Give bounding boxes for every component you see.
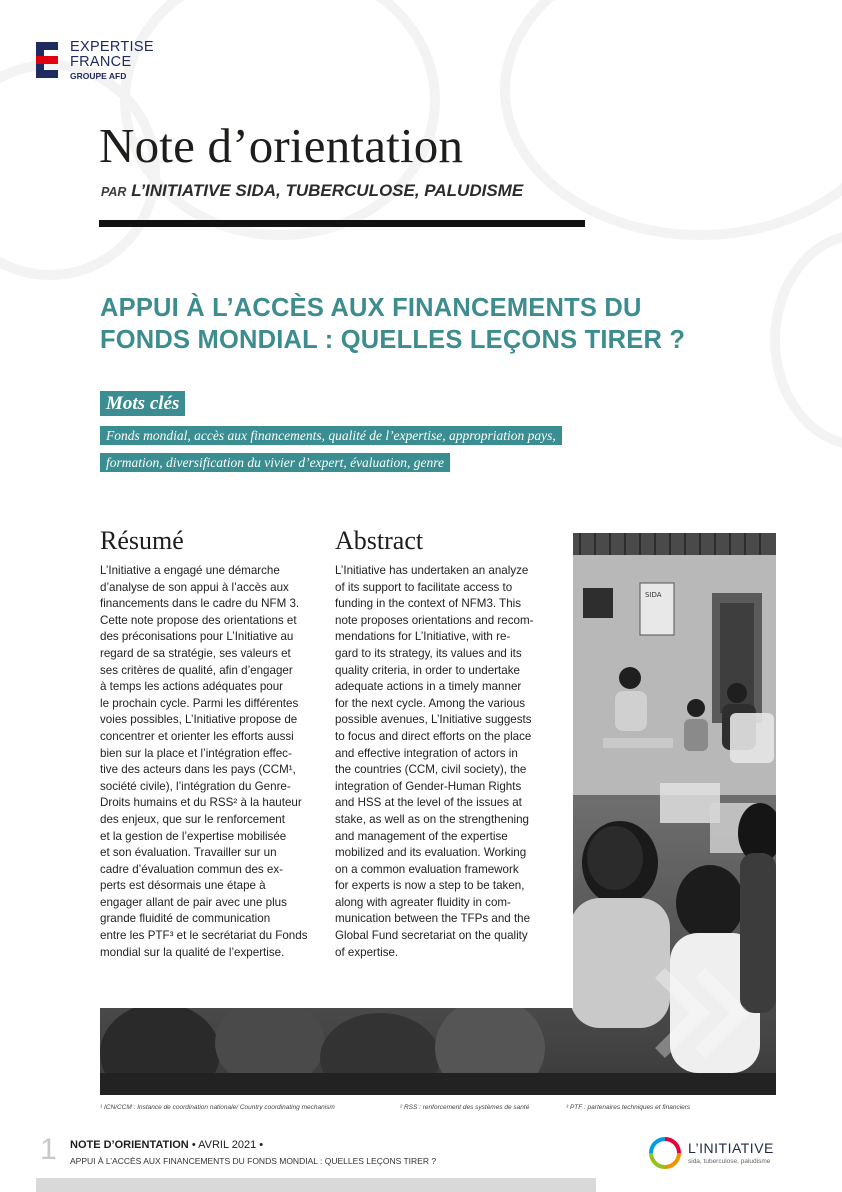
resume-line: concentrer et orienter les efforts aussi: [100, 729, 294, 743]
page-subtitle: [101, 181, 523, 201]
resume-line: tive des acteurs dans les pays (CCM¹,: [100, 763, 296, 777]
abstract-line: and effective integration of actors in: [335, 746, 518, 760]
abstract-line: note proposes orientations and recom-: [335, 613, 534, 627]
footer-doc-title: APPUI À L’ACCÈS AUX FINANCEMENTS DU FONDS MONDIAL : QUELLES LEÇONS TIRER ?: [70, 1156, 437, 1166]
abstract-line: along with agreater fluidity in com-: [335, 895, 511, 909]
footer-doc-type: NOTE D’ORIENTATION: [70, 1139, 189, 1151]
abstract-line: for the next cycle. Among the various: [335, 696, 526, 710]
keywords-line-1: Fonds mondial, accès aux financements, qualité de l’expertise, appropriation pays,: [100, 426, 562, 445]
resume-line: mondial sur la qualité de l’expertise.: [100, 945, 285, 959]
footnote-3: ³ PTF : partenaires techniques et financiers: [566, 1104, 691, 1111]
abstract-line: funding in the context of NFM3. This: [335, 597, 522, 611]
brand-line-3: GROUPE AFD: [70, 71, 127, 81]
title-divider: [99, 220, 585, 227]
resume-line: voies possibles, L’Initiative propose de: [100, 713, 298, 727]
resume-heading: Résumé: [100, 526, 184, 555]
brand-line-1: EXPERTISE: [70, 39, 154, 55]
resume-line: des préconisations pour L’Initiative au: [100, 630, 294, 644]
abstract-line: munication between the TFPs and the: [335, 912, 531, 926]
resume-line: grande fluidité de communication: [100, 912, 271, 926]
resume-line: engager allant de pair avec une plus: [100, 895, 287, 909]
abstract-heading: Abstract: [335, 526, 424, 555]
headline: [100, 292, 800, 356]
footnote-2: ² RSS : renforcement des systèmes de santé: [400, 1104, 530, 1111]
expertise-france-mark-icon: [36, 42, 58, 78]
page-number: 1: [40, 1133, 57, 1166]
abstract-text: [335, 563, 550, 961]
abstract-line: of expertise.: [335, 945, 399, 959]
resume-line: ses critères de qualité, afin d’engager: [100, 663, 293, 677]
footer-doc-line: [70, 1139, 263, 1151]
background-arc: [500, 0, 842, 240]
resume-line: Cette note propose des orientations et: [100, 613, 297, 627]
resume-line: regard de sa stratégie, ses valeurs et: [100, 646, 291, 660]
footer-date: • AVRIL 2021 •: [191, 1139, 264, 1151]
resume-line: société civile), l’intégration du Genre-: [100, 779, 291, 793]
abstract-line: L’Initiative has undertaken an analyze: [335, 564, 529, 577]
abstract-line: possible avenues, L’Initiative suggests: [335, 713, 532, 727]
footer-bar: [36, 1178, 596, 1192]
page-title: Note d’orientation: [99, 118, 464, 173]
resume-line: et son évaluation. Travailler sur un: [100, 846, 277, 860]
subtitle-prefix: PAR: [101, 185, 127, 199]
abstract-line: for experts is now a step to be taken,: [335, 879, 525, 893]
abstract-line: and HSS at the level of the issues at: [335, 796, 522, 810]
abstract-line: Global Fund secretariat on the quality: [335, 929, 528, 943]
initiative-logo: [648, 1136, 808, 1172]
resume-line: perts est désormais une étape à: [100, 879, 266, 893]
abstract-line: integration of Gender-Human Rights: [335, 779, 522, 793]
resume-line: entre les PTF³ et le secrétariat du Fonds: [100, 929, 308, 943]
resume-line: et la gestion de l’expertise mobilisée: [100, 829, 287, 843]
abstract-line: mobilized and its evaluation. Working: [335, 846, 527, 860]
abstract-line: stake, as well as on the strengthening: [335, 812, 529, 826]
abstract-line: of its support to facilitate access to: [335, 580, 513, 594]
abstract-line: to focus and direct efforts on the place: [335, 729, 532, 743]
footnote-1: ¹ ICN/CCM : Instance de coordination nationale/ Country coordinating mechanism: [100, 1104, 335, 1111]
resume-text: [100, 563, 313, 961]
abstract-line: adequate actions in a timely manner: [335, 680, 522, 694]
resume-line: à temps les actions adéquates pour: [100, 680, 284, 694]
abstract-line: on a common evaluation framework: [335, 862, 519, 876]
expertise-france-logo: [36, 40, 166, 80]
headline-line-1: APPUI À L’ACCÈS AUX FINANCEMENTS DU: [100, 294, 642, 322]
resume-line: bien sur la place et l’intégration effec-: [100, 746, 292, 760]
headline-line-2: FONDS MONDIAL : QUELLES LEÇONS TIRER ?: [100, 326, 686, 354]
poster-text: SIDA: [645, 591, 662, 599]
resume-line: le prochain cycle. Parmi les différentes: [100, 696, 299, 710]
abstract-line: the countries (CCM, civil society), the: [335, 763, 527, 777]
subtitle-text: L’INITIATIVE SIDA, TUBERCULOSE, PALUDISME: [131, 181, 524, 200]
resume-line: financements dans le cadre du NFM 3.: [100, 597, 300, 611]
keywords-line-2: formation, diversification du vivier d’expert, évaluation, genre: [100, 453, 450, 472]
abstract-line: and management of the expertise: [335, 829, 508, 843]
resume-line: Droits humains et du RSS² à la hauteur: [100, 796, 302, 810]
initiative-ring-icon: [648, 1136, 682, 1170]
resume-line: L’Initiative a engagé une démarche: [100, 564, 280, 577]
abstract-line: mendations for L’Initiative, with re-: [335, 630, 511, 644]
resume-line: des enjeux, que sur le renforcement: [100, 812, 285, 826]
initiative-name: L’INITIATIVE: [688, 1140, 774, 1156]
brand-line-2: FRANCE: [70, 54, 132, 70]
abstract-line: gard to its strategy, its values and its: [335, 646, 522, 660]
abstract-line: quality criteria, in order to undertake: [335, 663, 520, 677]
initiative-tagline: sida, tuberculose, paludisme: [688, 1158, 771, 1165]
resume-line: cadre d’évaluation commun des ex-: [100, 862, 284, 876]
keywords-label: Mots clés: [100, 391, 185, 416]
resume-line: d’analyse de son appui à l’accès aux: [100, 580, 289, 594]
